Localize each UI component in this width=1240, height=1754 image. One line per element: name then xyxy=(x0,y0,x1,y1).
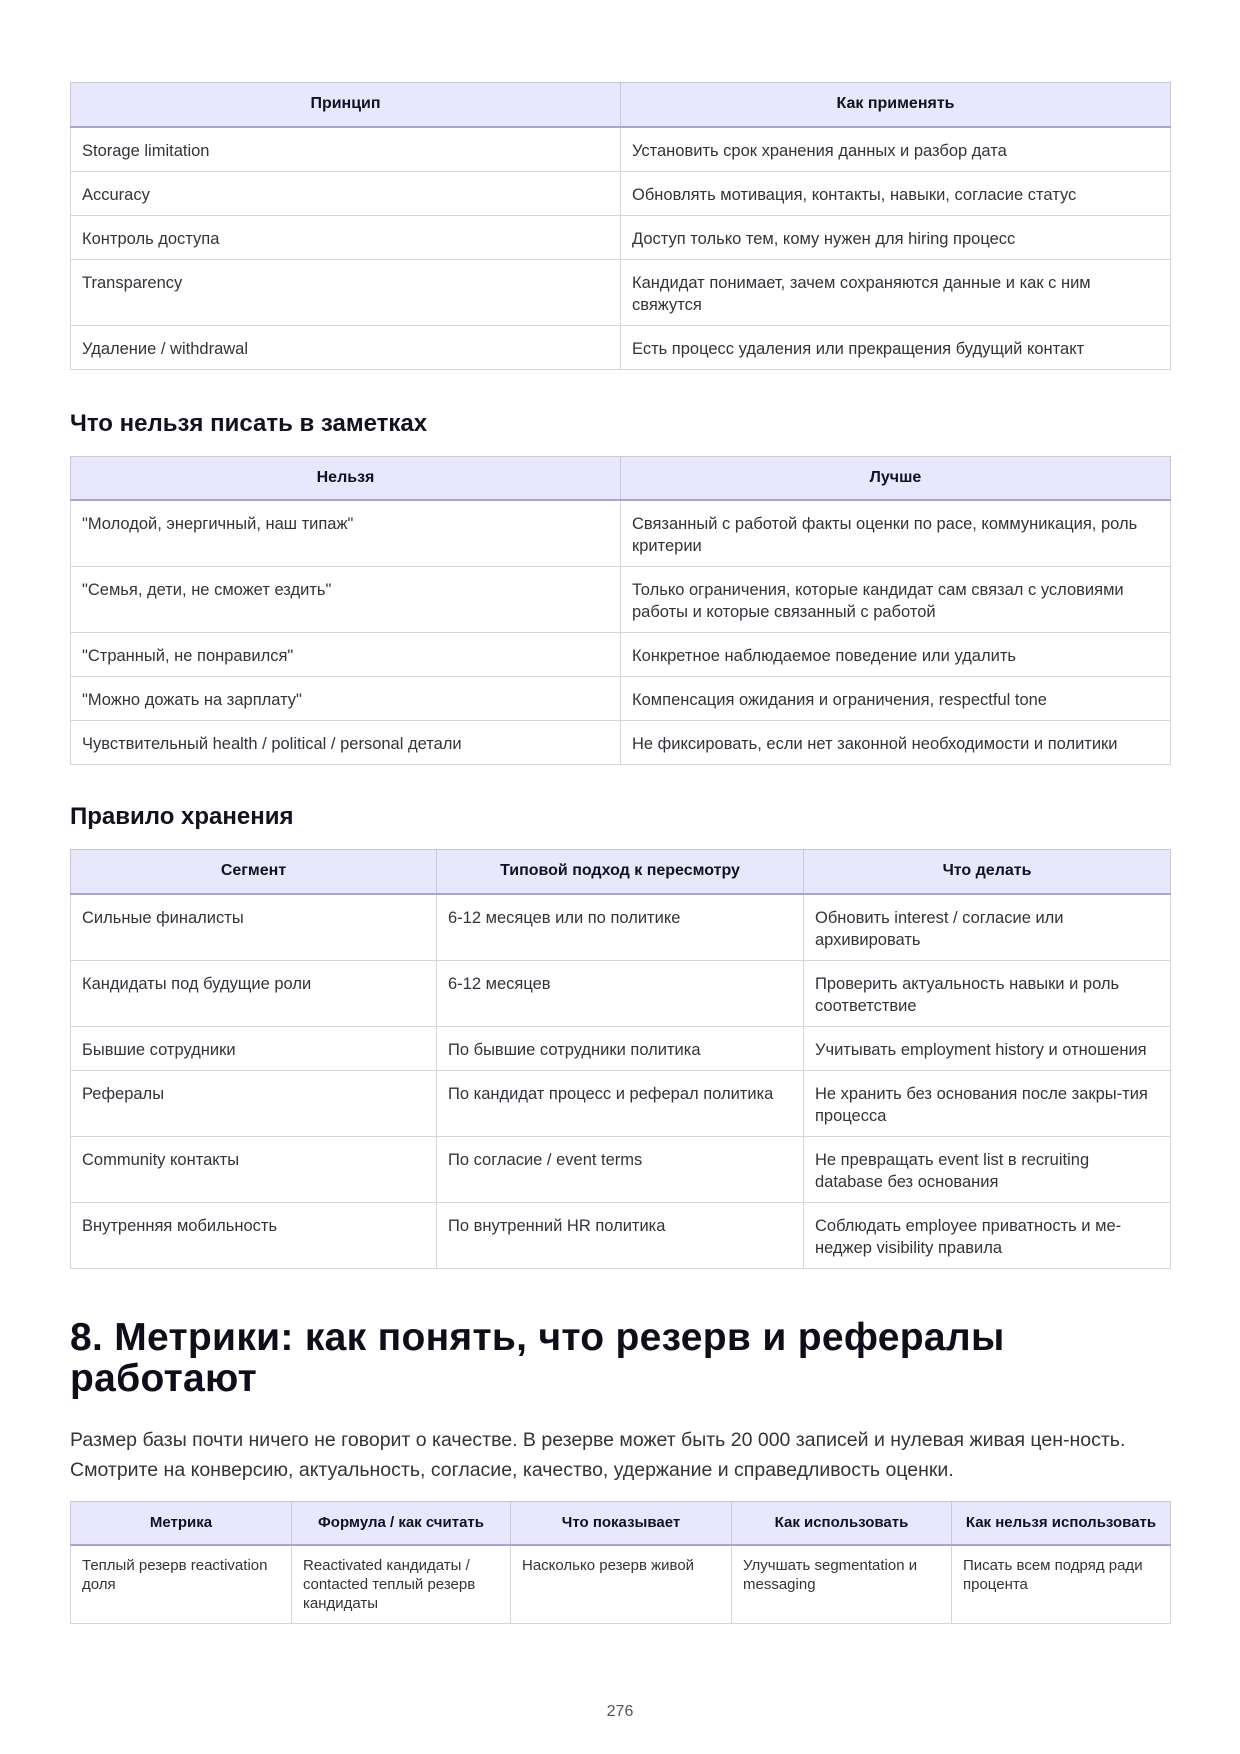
table-cell: Конкретное наблюдаемое поведение или удалить xyxy=(621,633,1171,677)
table-cell: Не хранить без основания после закры-тия процесса xyxy=(804,1070,1171,1136)
table-header-row xyxy=(71,1501,1171,1545)
table-row xyxy=(71,1202,1171,1268)
table-cell: Удаление / withdrawal xyxy=(71,325,621,369)
table-cell: Accuracy xyxy=(71,171,621,215)
table-cell: Только ограничения, которые кандидат сам связал с условиями работы и которые связанный с работой xyxy=(621,567,1171,633)
metrics-table xyxy=(70,1501,1171,1625)
table-cell: "Странный, не понравился" xyxy=(71,633,621,677)
table-cell: "Можно дожать на зарплату" xyxy=(71,677,621,721)
table-cell: Компенсация ожидания и ограничения, respectful tone xyxy=(621,677,1171,721)
column-header: Формула / как считать xyxy=(292,1501,511,1545)
table-row xyxy=(71,960,1171,1026)
table-cell: "Семья, дети, не сможет ездить" xyxy=(71,567,621,633)
table-cell: По внутренний HR политика xyxy=(437,1202,804,1268)
table-cell: Проверить актуальность навыки и роль соответствие xyxy=(804,960,1171,1026)
table-cell: Доступ только тем, кому нужен для hiring процесс xyxy=(621,215,1171,259)
table-cell: Рефералы xyxy=(71,1070,437,1136)
table-cell: Storage limitation xyxy=(71,127,621,172)
table-cell: Reactivated кандидаты / contacted теплый резерв кандидаты xyxy=(292,1545,511,1624)
table-header-row xyxy=(71,456,1171,500)
table-cell: Есть процесс удаления или прекращения будущий контакт xyxy=(621,325,1171,369)
column-header: Как применять xyxy=(621,83,1171,127)
page-content xyxy=(70,82,1170,1624)
table-cell: Писать всем подряд ради процента xyxy=(952,1545,1171,1624)
table-row xyxy=(71,325,1171,369)
column-header: Что делать xyxy=(804,850,1171,894)
table-row xyxy=(71,127,1171,172)
table-cell: Сильные финалисты xyxy=(71,894,437,961)
table-row xyxy=(71,1026,1171,1070)
table-cell: Обновлять мотивация, контакты, навыки, согласие статус xyxy=(621,171,1171,215)
table-cell: Кандидаты под будущие роли xyxy=(71,960,437,1026)
table-cell: Community контакты xyxy=(71,1136,437,1202)
table-cell: 6-12 месяцев или по политике xyxy=(437,894,804,961)
section-heading-retention: Правило хранения xyxy=(70,803,294,830)
table-row xyxy=(71,721,1171,765)
table-row xyxy=(71,215,1171,259)
table-cell: 6-12 месяцев xyxy=(437,960,804,1026)
table-cell: Бывшие сотрудники xyxy=(71,1026,437,1070)
table-row xyxy=(71,171,1171,215)
column-header: Как использовать xyxy=(732,1501,952,1545)
column-header: Сегмент xyxy=(71,850,437,894)
table-cell: Улучшать segmentation и messaging xyxy=(732,1545,952,1624)
table-cell: По кандидат процесс и реферал политика xyxy=(437,1070,804,1136)
table-cell: Не превращать event list в recruiting database без основания xyxy=(804,1136,1171,1202)
table-row xyxy=(71,633,1171,677)
table-cell: Учитывать employment history и отношения xyxy=(804,1026,1171,1070)
table-cell: Установить срок хранения данных и разбор дата xyxy=(621,127,1171,172)
page-number: 276 xyxy=(606,1703,634,1720)
table-cell: Внутренняя мобильность xyxy=(71,1202,437,1268)
table-cell: "Молодой, энергичный, наш типаж" xyxy=(71,500,621,567)
table-cell: Чувствительный health / political / personal детали xyxy=(71,721,621,765)
column-header: Типовой подход к пересмотру xyxy=(437,850,804,894)
table-row xyxy=(71,567,1171,633)
table-row xyxy=(71,500,1171,567)
table-header-row xyxy=(71,850,1171,894)
table-cell: Обновить interest / согласие или архивировать xyxy=(804,894,1171,961)
column-header: Лучше xyxy=(621,456,1171,500)
column-header: Принцип xyxy=(71,83,621,127)
table-row xyxy=(71,677,1171,721)
section-heading-notes: Что нельзя писать в заметках xyxy=(70,409,428,437)
column-header: Нельзя xyxy=(71,456,621,500)
principles-table xyxy=(70,82,1171,370)
column-header: Как нельзя использовать xyxy=(952,1501,1171,1545)
retention-table xyxy=(70,849,1171,1269)
table-cell: Контроль доступа xyxy=(71,215,621,259)
notes-table xyxy=(70,456,1171,766)
column-header: Метрика xyxy=(71,1501,292,1545)
table-row xyxy=(71,894,1171,961)
table-cell: Насколько резерв живой xyxy=(511,1545,732,1624)
table-row xyxy=(71,1136,1171,1202)
metrics-intro-paragraph: Размер базы почти ничего не говорит о качестве. В резерве может быть 20 000 записей и нулевая живая цен-ность. Смотрите на конверсию, актуальность, согласие, качество, удержание и справедливость оценки. xyxy=(70,1428,1126,1481)
table-cell: Связанный с работой факты оценки по расе, коммуникация, роль критерии xyxy=(621,500,1171,567)
table-row xyxy=(71,1070,1171,1136)
section-heading-metrics: 8. Метрики: как понять, что резерв и рефералы работают xyxy=(70,1315,1005,1400)
table-cell: Теплый резерв reactivation доля xyxy=(71,1545,292,1624)
table-cell: Transparency xyxy=(71,259,621,325)
table-cell: Кандидат понимает, зачем сохраняются данные и как с ним свяжутся xyxy=(621,259,1171,325)
table-cell: Не фиксировать, если нет законной необходимости и политики xyxy=(621,721,1171,765)
table-cell: Соблюдать employee приватность и ме-неджер visibility правила xyxy=(804,1202,1171,1268)
table-cell: По согласие / event terms xyxy=(437,1136,804,1202)
column-header: Что показывает xyxy=(511,1501,732,1545)
table-cell: По бывшие сотрудники политика xyxy=(437,1026,804,1070)
table-row xyxy=(71,1545,1171,1624)
table-header-row xyxy=(71,83,1171,127)
table-row xyxy=(71,259,1171,325)
